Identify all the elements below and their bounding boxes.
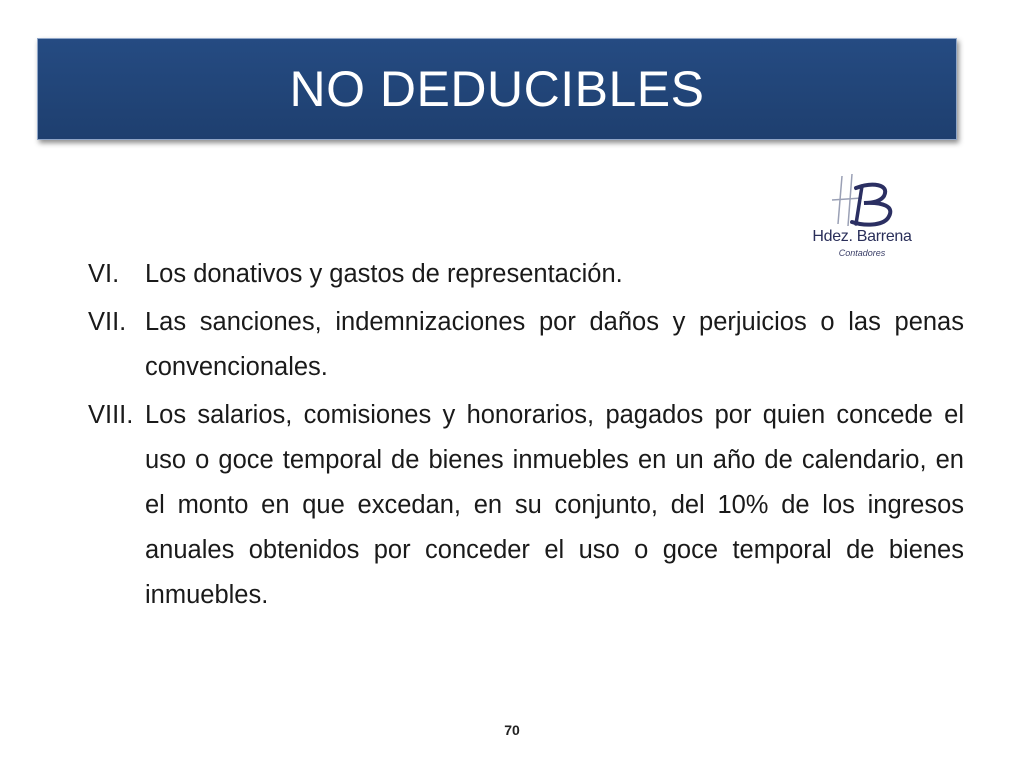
logo-subtitle: Contadores: [838, 248, 886, 258]
list-item: [88, 252, 964, 297]
page-number: 70: [504, 722, 520, 738]
item-text: Los donativos y gastos de representación.: [145, 260, 623, 288]
item-text: Los salarios, comisiones y honorarios, pagados por quien concede el uso o goce temporal de bienes inmuebles en un año de calendario, en el monto en que excedan, en su conjunto, del 10% de los ingresos anuales obtenidos por conceder el uso o goce temporal de bienes inmuebles.: [145, 401, 964, 609]
hb-monogram-icon: [812, 172, 912, 230]
title-banner: [37, 38, 957, 140]
company-logo: [812, 172, 912, 262]
logo-name: Hdez. Barrena: [812, 228, 912, 245]
slide-title: NO DEDUCIBLES: [289, 61, 705, 117]
deduction-list: [88, 252, 964, 621]
item-text: Las sanciones, indemnizaciones por daños y perjuicios o las penas convencionales.: [145, 308, 964, 381]
item-number: VI.: [88, 260, 120, 288]
item-number: VII.: [88, 308, 127, 336]
item-number: VIII.: [88, 401, 134, 429]
list-item: [88, 393, 964, 618]
list-item: [88, 300, 964, 390]
